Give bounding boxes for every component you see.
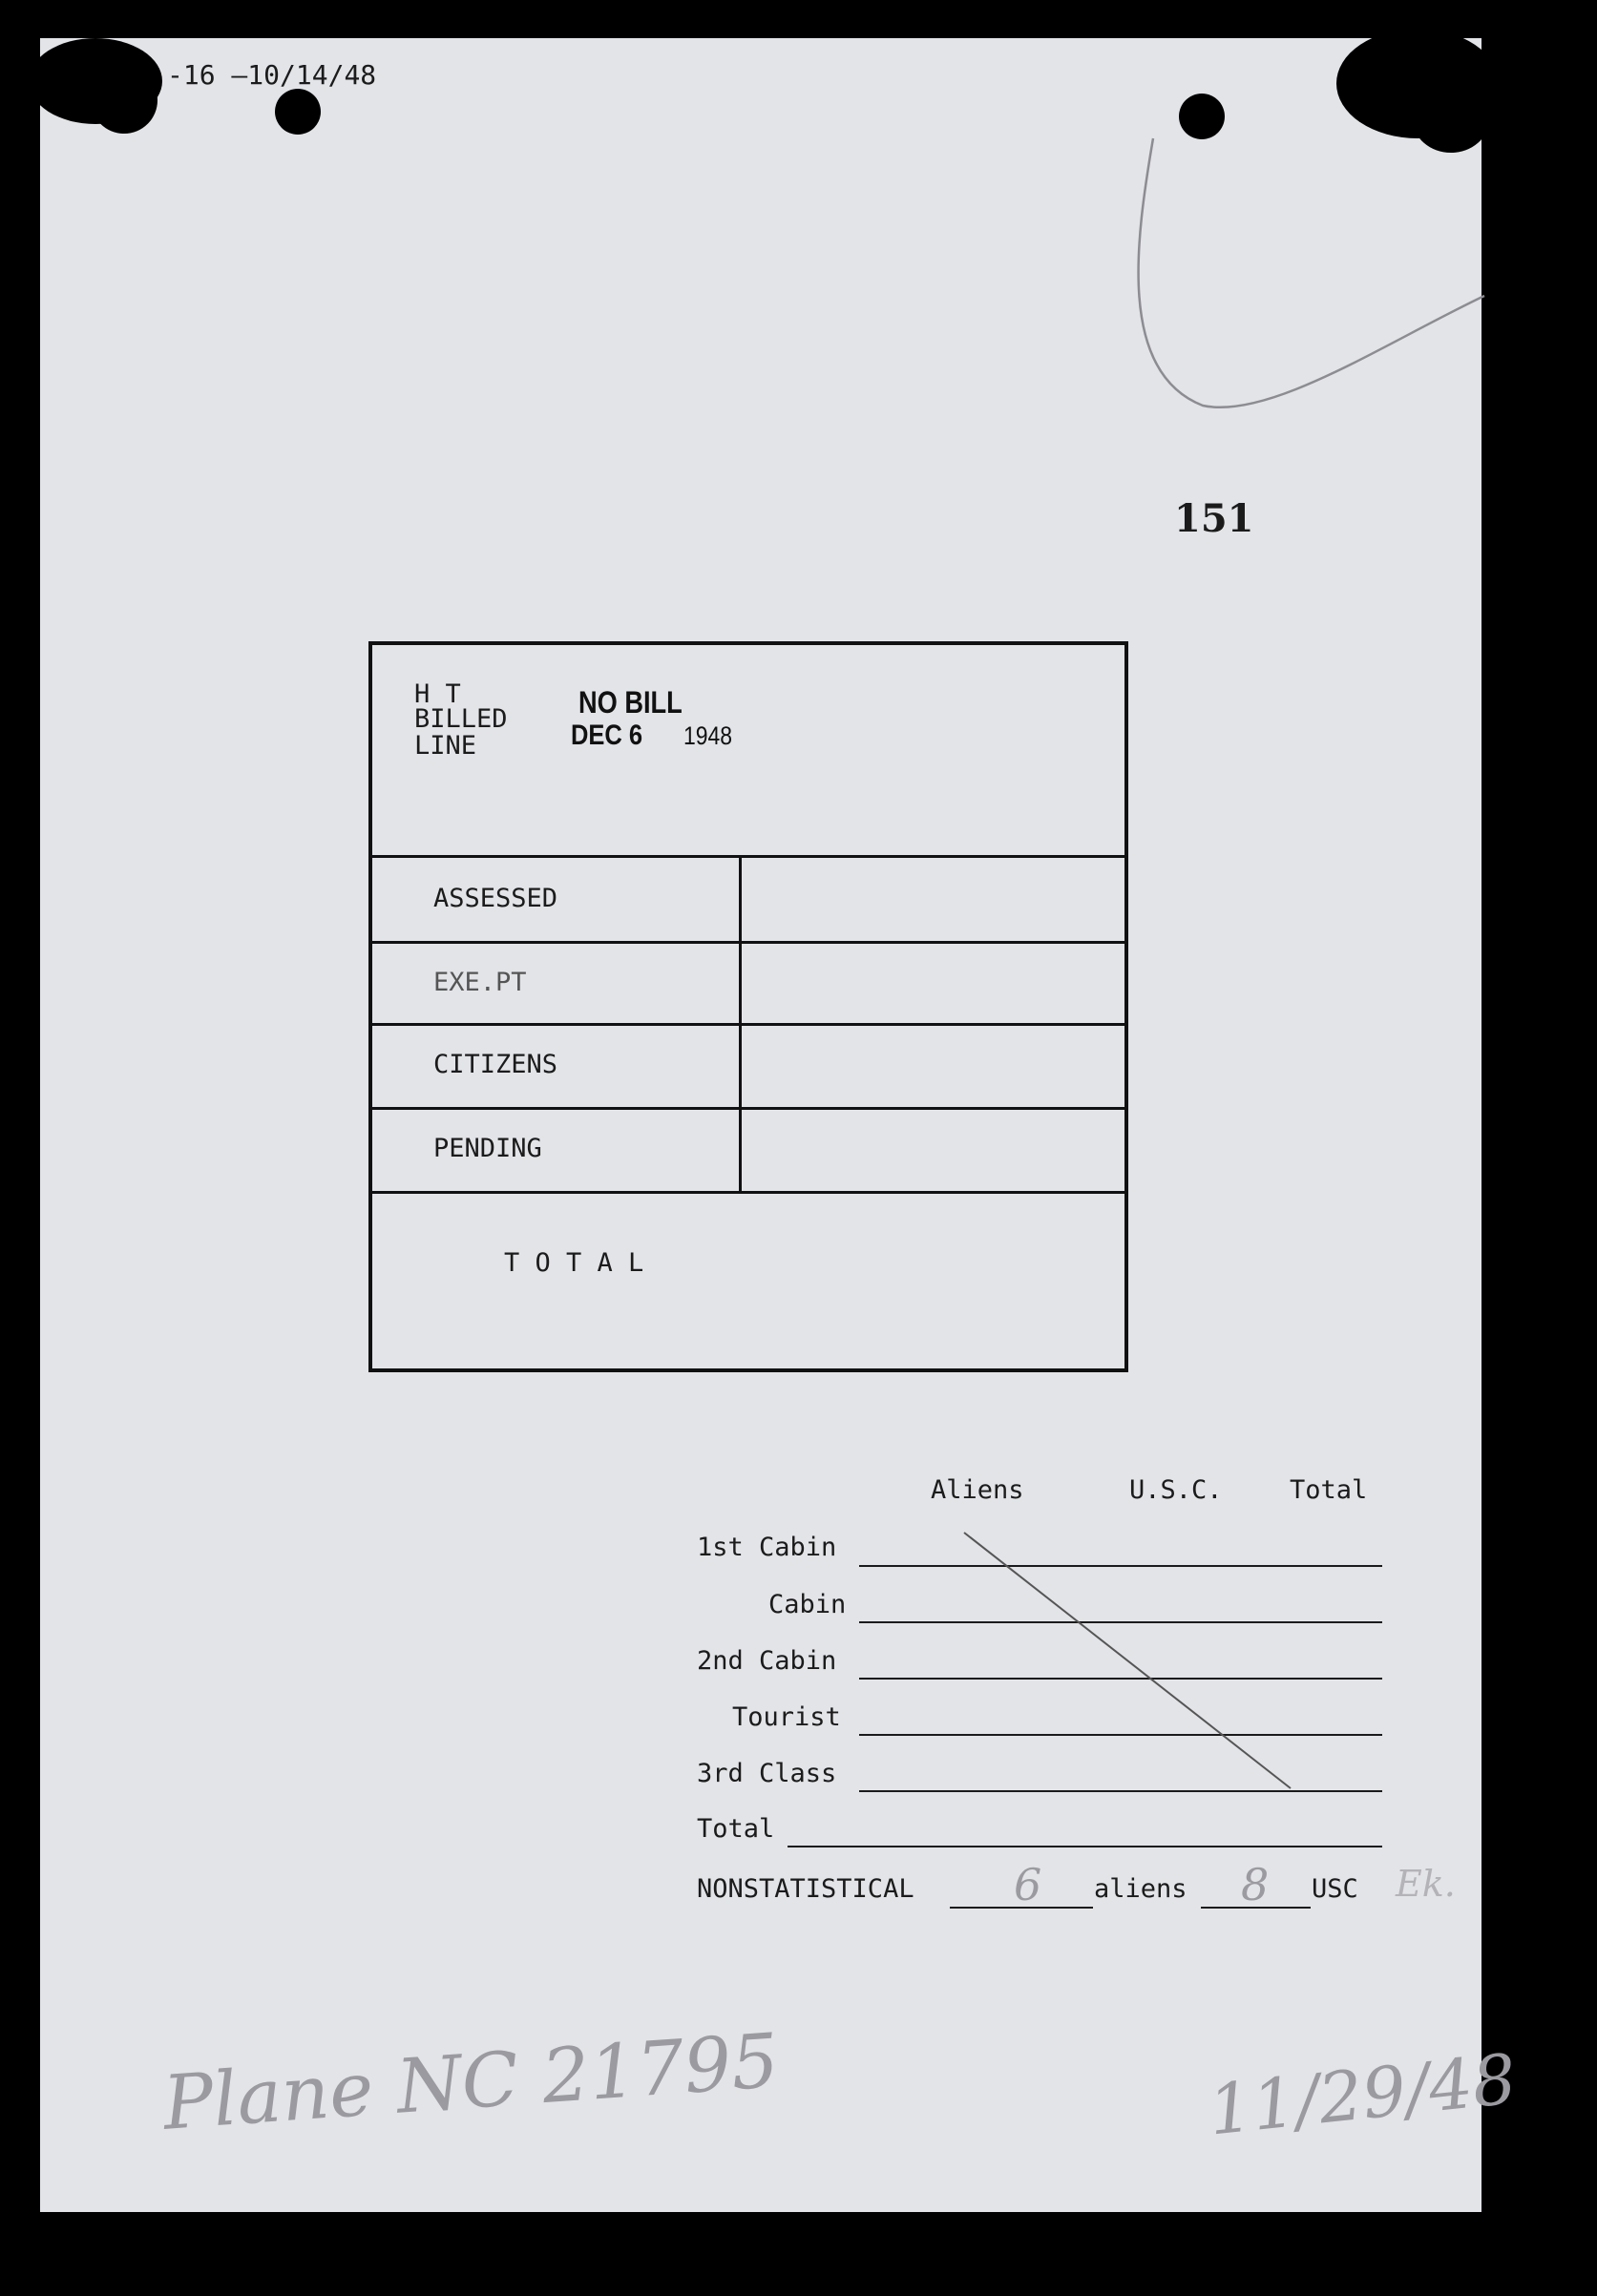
label-billed: BILLED — [414, 704, 508, 734]
usc-label: USC — [1312, 1874, 1358, 1904]
torn-edge-left-2 — [91, 67, 158, 134]
row-cabin: Cabin — [768, 1590, 847, 1619]
nonstatistical-label: NONSTATISTICAL — [697, 1874, 914, 1904]
row-assessed: ASSESSED — [433, 884, 558, 913]
plane-note: Plane NC 21795 — [160, 2017, 782, 2147]
no-bill-stamp: NO BILL — [578, 685, 683, 720]
billing-box — [368, 641, 1128, 1372]
column-usc: U.S.C. — [1129, 1475, 1223, 1505]
page-number: 151 — [1174, 496, 1254, 541]
box-divider-1 — [372, 855, 1124, 858]
aliens-label: aliens — [1094, 1874, 1187, 1904]
box-divider-2 — [372, 941, 1124, 944]
nonstatistical-usc-value: 8 — [1241, 1859, 1270, 1910]
punch-hole-left — [275, 89, 321, 135]
label-line: LINE — [414, 731, 477, 761]
row-1st-cabin: 1st Cabin — [697, 1533, 837, 1562]
box-divider-3 — [372, 1023, 1124, 1026]
nonstatistical-aliens-value: 6 — [1014, 1859, 1042, 1910]
column-aliens: Aliens — [931, 1475, 1024, 1505]
cancel-stroke — [955, 1527, 1308, 1794]
stamp-year: 1948 — [683, 721, 733, 750]
column-total: Total — [1290, 1475, 1368, 1505]
row-total-passengers: Total — [697, 1814, 775, 1844]
pencil-mark — [1098, 134, 1499, 420]
row-pending: PENDING — [433, 1134, 542, 1163]
punch-hole-right — [1179, 94, 1225, 139]
row-citizens: CITIZENS — [433, 1050, 558, 1079]
stamp-date: DEC 6 — [571, 720, 643, 751]
row-exempt: EXE.PT — [433, 968, 527, 997]
row-3rd-class: 3rd Class — [697, 1759, 837, 1788]
initials: Ek. — [1396, 1863, 1456, 1905]
row-total: T O T A L — [504, 1248, 644, 1278]
form-reference: -16 —10/14/48 — [167, 59, 377, 91]
row-tourist: Tourist — [732, 1702, 841, 1732]
box-divider-5 — [372, 1191, 1124, 1194]
box-column-divider — [739, 855, 742, 1191]
box-divider-4 — [372, 1107, 1124, 1110]
row-total-line — [788, 1846, 1382, 1847]
handwritten-date: 11/29/48 — [1205, 2038, 1521, 2151]
row-2nd-cabin: 2nd Cabin — [697, 1646, 837, 1676]
label-ht: H T — [414, 679, 461, 709]
